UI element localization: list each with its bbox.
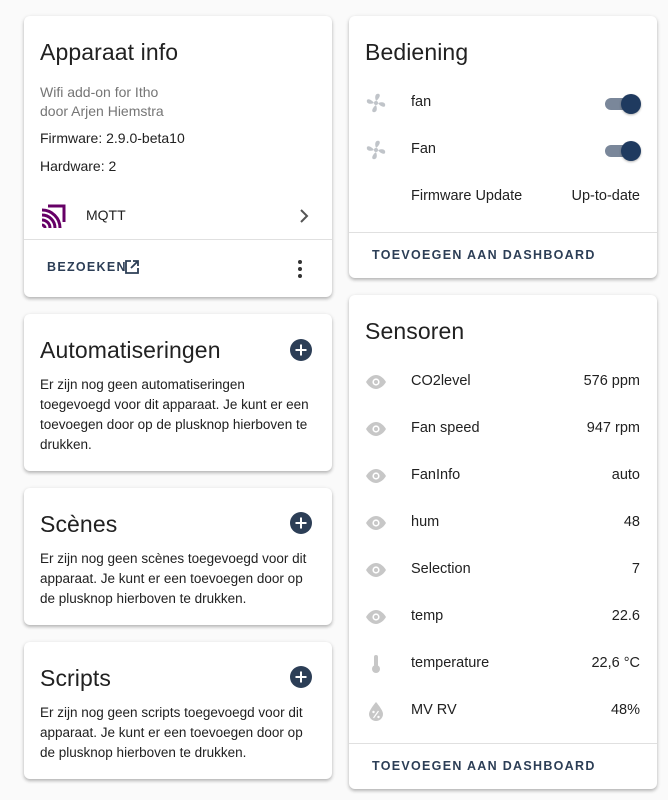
toggle-knob — [621, 141, 641, 161]
sensor-row[interactable] — [349, 602, 657, 632]
fan-icon — [365, 139, 387, 161]
eye-icon — [365, 606, 387, 628]
mqtt-integration-row[interactable] — [24, 196, 332, 236]
water-percent-icon — [365, 700, 387, 722]
scenes-empty-text: Er zijn nog geen scènes toegevoegd voor dit apparaat. Je kunt er een toevoegen door op de plusknop hierboven te drukken. — [40, 551, 307, 606]
device-hardware: Hardware: 2 — [40, 158, 117, 174]
sensor-label: temp — [411, 608, 444, 624]
sensors-title: Sensoren — [365, 318, 465, 344]
controls-title: Bediening — [365, 39, 469, 65]
scripts-empty-text: Er zijn nog geen scripts toegevoegd voor dit apparaat. Je kunt er een toevoegen door op de plusknop hierboven te drukken. — [40, 705, 303, 760]
firmware-update-status: Up-to-date — [571, 188, 640, 204]
control-label: Fan — [411, 141, 436, 157]
automations-card — [24, 314, 332, 471]
scripts-card — [24, 642, 332, 779]
sensor-value: 22,6 °C — [591, 655, 640, 671]
sensor-label: Fan speed — [411, 420, 480, 436]
mqtt-label: MQTT — [86, 207, 126, 223]
sensor-label: FanInfo — [411, 467, 461, 483]
sensor-value: 48 — [623, 514, 640, 530]
scripts-title: Scripts — [40, 665, 111, 691]
device-info-title: Apparaat info — [40, 39, 179, 65]
eye-icon — [365, 559, 387, 581]
automations-empty-text: Er zijn nog geen automatiseringen toegevoegd voor dit apparaat. Je kunt er een toevoegen door op de plusknop hierboven te drukken. — [40, 377, 309, 452]
sensor-row[interactable] — [349, 508, 657, 538]
add-scene-button[interactable] — [290, 512, 312, 534]
chevron-right-icon — [298, 208, 310, 224]
more-vertical-icon[interactable] — [296, 259, 304, 279]
eye-icon — [365, 512, 387, 534]
device-info-card — [24, 16, 332, 297]
fan-toggle[interactable] — [603, 93, 641, 113]
sensor-label: hum — [411, 514, 440, 530]
sensor-row[interactable] — [349, 555, 657, 585]
control-label: fan — [411, 94, 432, 110]
fan-2-toggle[interactable] — [603, 140, 641, 160]
eye-icon — [365, 418, 387, 440]
device-model: Wifi add-on for Itho — [40, 84, 159, 100]
scenes-card — [24, 488, 332, 625]
sensor-value: 22.6 — [611, 608, 640, 624]
device-manufacturer: door Arjen Hiemstra — [40, 103, 164, 119]
control-label: Firmware Update — [411, 188, 523, 204]
thermometer-icon — [365, 653, 387, 675]
sensor-value: 7 — [631, 561, 640, 577]
sensor-value: auto — [611, 467, 640, 483]
sensors-add-to-dashboard-button[interactable]: TOEVOEGEN AAN DASHBOARD — [372, 759, 596, 773]
automations-title: Automatiseringen — [40, 337, 221, 363]
sensor-label: Selection — [411, 561, 471, 577]
open-in-new-icon — [124, 259, 140, 275]
control-row-firmware-update[interactable] — [349, 182, 657, 212]
controls-divider — [349, 232, 657, 233]
sensor-row[interactable] — [349, 367, 657, 397]
sensor-value: 947 rpm — [586, 420, 640, 436]
device-info-divider — [24, 239, 332, 240]
add-script-button[interactable] — [290, 666, 312, 688]
sensor-row[interactable] — [349, 649, 657, 679]
sensors-divider — [349, 743, 657, 744]
toggle-knob — [621, 94, 641, 114]
sensor-row[interactable] — [349, 696, 657, 726]
sensor-value: 576 ppm — [583, 373, 640, 389]
add-automation-button[interactable] — [290, 339, 312, 361]
eye-icon — [365, 465, 387, 487]
sensor-label: CO2level — [411, 373, 471, 389]
controls-card — [349, 16, 657, 278]
sensors-card — [349, 295, 657, 789]
controls-add-to-dashboard-button[interactable]: TOEVOEGEN AAN DASHBOARD — [372, 248, 596, 262]
visit-button[interactable] — [34, 254, 154, 280]
mqtt-icon — [40, 204, 66, 230]
scenes-title: Scènes — [40, 511, 118, 537]
sensor-value: 48% — [610, 702, 640, 718]
sensor-label: MV RV — [411, 702, 457, 718]
control-row-fan[interactable] — [349, 88, 657, 118]
sensor-row[interactable] — [349, 461, 657, 491]
control-row-fan-2[interactable] — [349, 135, 657, 165]
sensor-row[interactable] — [349, 414, 657, 444]
eye-icon — [365, 371, 387, 393]
visit-label: BEZOEKEN — [47, 260, 127, 274]
sensor-label: temperature — [411, 655, 490, 671]
device-firmware: Firmware: 2.9.0-beta10 — [40, 130, 185, 146]
fan-icon — [365, 92, 387, 114]
